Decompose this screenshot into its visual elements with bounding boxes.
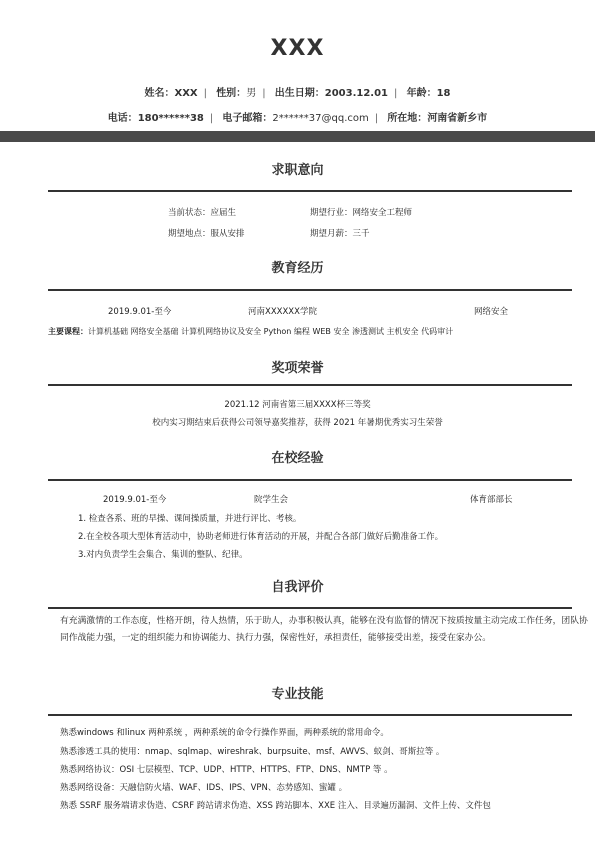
skill-item: 熟悉渗透工具的使用：nmap、sqlmap、wireshrak、burpsuite、msf、AWVS、蚁剑、哥斯拉等 。	[60, 747, 445, 757]
section-title-skills: 专业技能	[271, 687, 324, 702]
divider: |	[209, 113, 214, 124]
award-item: 校内实习期结束后获得公司领导嘉奖推荐，获得 2021 年暑期优秀实习生荣誉	[152, 418, 443, 428]
award-item: 2021.12 河南省第三届XXXX杯三等奖	[224, 400, 371, 410]
campus-role: 体育部部长	[470, 495, 513, 505]
campus-org: 院学生会	[254, 495, 289, 505]
campus-duty: 2.在全校各项大型体育活动中，协助老师进行体育活动的开展，并配合各部门做好后勤准备工作。	[78, 532, 444, 542]
section-rule	[48, 479, 572, 481]
education-courses	[48, 326, 453, 337]
campus-date: 2019.9.01-至今	[103, 495, 167, 505]
location-label: 所在地：	[387, 113, 428, 124]
skill-item: 熟悉网络设备：天融信防火墙、WAF、IDS、IPS、VPN、态势感知、蜜罐 。	[60, 783, 348, 793]
section-rule	[48, 714, 572, 716]
divider: |	[374, 113, 379, 124]
personal-info-row-1	[0, 84, 595, 99]
phone-label: 电话：	[107, 113, 138, 124]
birthdate-label: 出生日期：	[274, 88, 325, 99]
birthdate-value: 2003.12.01	[324, 88, 389, 99]
divider: |	[203, 88, 207, 99]
education-date: 2019.9.01-至今	[108, 307, 172, 317]
gender-label: 性别：	[216, 88, 247, 99]
education-school: 河南XXXXXX学院	[248, 307, 317, 317]
section-rule	[48, 384, 572, 386]
campus-duty: 1. 检查各系、班的早操、课间操质量，并进行评比、考核。	[78, 514, 302, 524]
expected-salary: 期望月薪：三千	[310, 229, 370, 239]
expected-industry: 期望行业：网络安全工程师	[310, 208, 413, 218]
courses-list: 计算机基础 网络安全基础 计算机网络协议及安全 Python 编程 WEB 安全 渗透测试 主机安全 代码审计	[88, 327, 454, 336]
age-value: 18	[436, 88, 451, 99]
personal-info-row-2	[0, 109, 595, 124]
expected-location: 期望地点：服从安排	[168, 229, 245, 239]
skill-item: 熟悉网络协议：OSI 七层模型、TCP、UDP、HTTP、HTTPS、FTP、DNS、NMTP 等 。	[60, 765, 393, 775]
section-title-intent: 求职意向	[271, 163, 324, 178]
section-title-education: 教育经历	[271, 261, 324, 276]
self-evaluation: 有充满激情的工作态度，性格开朗，待人热情，乐于助人，办事积极认真，能够在没有监督的情况下按质按量主动完成工作任务，团队协同作战能力强，一定的组织能力和协调能力、执行力强，保密性好，承担责任，能够接受出差，接受在家办公。	[60, 616, 588, 643]
divider: |	[262, 88, 266, 99]
divider: |	[394, 88, 398, 99]
header-band	[0, 131, 595, 142]
email-value: 2******37@qq.com	[272, 113, 369, 124]
section-title-awards: 奖项荣誉	[271, 361, 324, 376]
candidate-name: XXX	[270, 36, 325, 61]
education-major: 网络安全	[474, 307, 509, 317]
gender-value: 男	[246, 88, 257, 99]
campus-duty: 3.对内负责学生会集合、集训的整队、纪律。	[78, 550, 248, 560]
section-rule	[48, 289, 572, 291]
age-label: 年龄：	[406, 88, 437, 99]
skill-item: 熟悉windows 和linux 两种系统 ，两种系统的命令行操作界面，两种系统的常用命令。	[60, 728, 389, 738]
name-value: XXX	[174, 88, 198, 99]
email-label: 电子邮箱：	[222, 113, 273, 124]
skill-item: 熟悉 SSRF 服务端请求伪造、CSRF 跨站请求伪造、XSS 跨站脚本、XXE 注入、目录遍历漏洞、文件上传、文件包	[60, 801, 491, 811]
section-title-self: 自我评价	[271, 580, 324, 595]
current-status: 当前状态：应届生	[168, 208, 237, 218]
section-title-campus: 在校经验	[271, 451, 324, 466]
section-rule	[48, 190, 572, 192]
section-rule	[48, 607, 572, 609]
location-value: 河南省新乡市	[427, 113, 488, 124]
name-label: 姓名：	[144, 88, 175, 99]
phone-value: 180******38	[137, 113, 204, 124]
courses-label: 主要课程：	[48, 327, 88, 336]
